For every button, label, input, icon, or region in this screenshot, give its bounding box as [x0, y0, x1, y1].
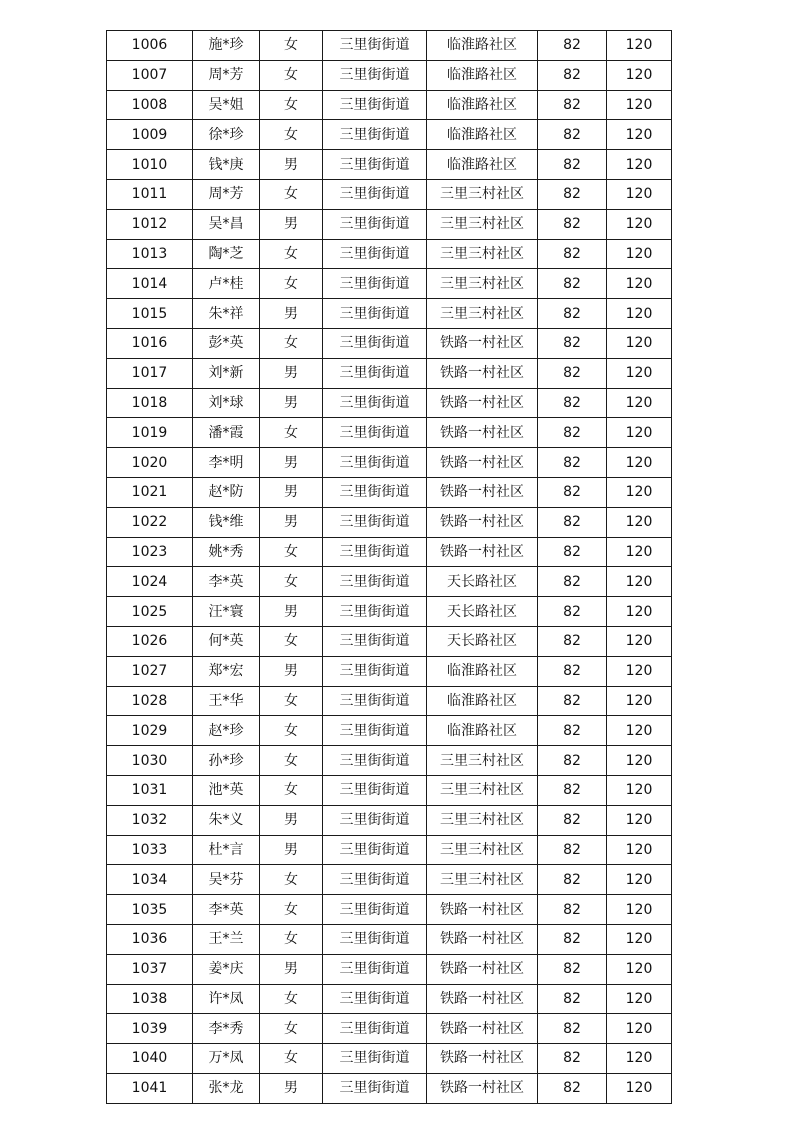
amount-cell: 120 [607, 239, 672, 269]
street-cell: 三里街街道 [323, 597, 427, 627]
id-cell: 1021 [107, 477, 193, 507]
table-row [107, 90, 672, 120]
gender-cell: 女 [260, 686, 323, 716]
community-cell: 铁路一村社区 [427, 328, 538, 358]
gender-cell: 女 [260, 895, 323, 925]
age-cell: 82 [538, 1014, 607, 1044]
id-cell: 1010 [107, 150, 193, 180]
gender-cell: 女 [260, 746, 323, 776]
table-row [107, 60, 672, 90]
age-cell: 82 [538, 567, 607, 597]
amount-cell: 120 [607, 895, 672, 925]
community-cell: 三里三村社区 [427, 835, 538, 865]
community-cell: 铁路一村社区 [427, 924, 538, 954]
amount-cell: 120 [607, 299, 672, 329]
name-cell: 吴*姐 [193, 90, 260, 120]
gender-cell: 女 [260, 90, 323, 120]
id-cell: 1028 [107, 686, 193, 716]
gender-cell: 女 [260, 567, 323, 597]
id-cell: 1041 [107, 1073, 193, 1103]
table-row [107, 537, 672, 567]
table-row [107, 150, 672, 180]
name-cell: 钱*维 [193, 507, 260, 537]
age-cell: 82 [538, 656, 607, 686]
name-cell: 池*英 [193, 775, 260, 805]
street-cell: 三里街街道 [323, 924, 427, 954]
amount-cell: 120 [607, 31, 672, 61]
age-cell: 82 [538, 477, 607, 507]
community-cell: 三里三村社区 [427, 775, 538, 805]
gender-cell: 女 [260, 418, 323, 448]
name-cell: 李*秀 [193, 1014, 260, 1044]
gender-cell: 女 [260, 716, 323, 746]
id-cell: 1016 [107, 328, 193, 358]
community-cell: 铁路一村社区 [427, 477, 538, 507]
street-cell: 三里街街道 [323, 209, 427, 239]
id-cell: 1037 [107, 954, 193, 984]
amount-cell: 120 [607, 954, 672, 984]
table-row [107, 597, 672, 627]
name-cell: 潘*霞 [193, 418, 260, 448]
table-row [107, 984, 672, 1014]
amount-cell: 120 [607, 120, 672, 150]
table-row [107, 31, 672, 61]
roster-table-body [107, 31, 672, 1104]
table-row [107, 179, 672, 209]
table-row [107, 388, 672, 418]
name-cell: 孙*珍 [193, 746, 260, 776]
gender-cell: 女 [260, 1044, 323, 1074]
community-cell: 铁路一村社区 [427, 358, 538, 388]
street-cell: 三里街街道 [323, 805, 427, 835]
community-cell: 铁路一村社区 [427, 954, 538, 984]
gender-cell: 男 [260, 358, 323, 388]
id-cell: 1038 [107, 984, 193, 1014]
community-cell: 临淮路社区 [427, 656, 538, 686]
street-cell: 三里街街道 [323, 507, 427, 537]
amount-cell: 120 [607, 567, 672, 597]
age-cell: 82 [538, 239, 607, 269]
amount-cell: 120 [607, 60, 672, 90]
table-row [107, 924, 672, 954]
gender-cell: 女 [260, 626, 323, 656]
id-cell: 1015 [107, 299, 193, 329]
community-cell: 临淮路社区 [427, 686, 538, 716]
id-cell: 1006 [107, 31, 193, 61]
street-cell: 三里街街道 [323, 120, 427, 150]
age-cell: 82 [538, 209, 607, 239]
id-cell: 1019 [107, 418, 193, 448]
id-cell: 1026 [107, 626, 193, 656]
name-cell: 施*珍 [193, 31, 260, 61]
table-row [107, 746, 672, 776]
table-row [107, 1044, 672, 1074]
age-cell: 82 [538, 626, 607, 656]
name-cell: 郑*宏 [193, 656, 260, 686]
community-cell: 三里三村社区 [427, 746, 538, 776]
id-cell: 1024 [107, 567, 193, 597]
amount-cell: 120 [607, 269, 672, 299]
amount-cell: 120 [607, 537, 672, 567]
age-cell: 82 [538, 537, 607, 567]
age-cell: 82 [538, 120, 607, 150]
street-cell: 三里街街道 [323, 477, 427, 507]
age-cell: 82 [538, 269, 607, 299]
age-cell: 82 [538, 150, 607, 180]
name-cell: 吴*芬 [193, 865, 260, 895]
gender-cell: 女 [260, 120, 323, 150]
id-cell: 1014 [107, 269, 193, 299]
age-cell: 82 [538, 448, 607, 478]
table-row [107, 865, 672, 895]
amount-cell: 120 [607, 328, 672, 358]
name-cell: 王*华 [193, 686, 260, 716]
age-cell: 82 [538, 865, 607, 895]
street-cell: 三里街街道 [323, 31, 427, 61]
community-cell: 临淮路社区 [427, 90, 538, 120]
street-cell: 三里街街道 [323, 1073, 427, 1103]
gender-cell: 女 [260, 60, 323, 90]
table-row [107, 626, 672, 656]
name-cell: 朱*义 [193, 805, 260, 835]
amount-cell: 120 [607, 656, 672, 686]
id-cell: 1012 [107, 209, 193, 239]
amount-cell: 120 [607, 775, 672, 805]
age-cell: 82 [538, 716, 607, 746]
table-row [107, 567, 672, 597]
community-cell: 天长路社区 [427, 597, 538, 627]
street-cell: 三里街街道 [323, 90, 427, 120]
table-row [107, 656, 672, 686]
id-cell: 1013 [107, 239, 193, 269]
name-cell: 朱*祥 [193, 299, 260, 329]
community-cell: 铁路一村社区 [427, 418, 538, 448]
amount-cell: 120 [607, 984, 672, 1014]
community-cell: 临淮路社区 [427, 150, 538, 180]
id-cell: 1030 [107, 746, 193, 776]
age-cell: 82 [538, 1073, 607, 1103]
age-cell: 82 [538, 686, 607, 716]
community-cell: 铁路一村社区 [427, 448, 538, 478]
street-cell: 三里街街道 [323, 269, 427, 299]
id-cell: 1020 [107, 448, 193, 478]
gender-cell: 男 [260, 477, 323, 507]
amount-cell: 120 [607, 865, 672, 895]
table-row [107, 299, 672, 329]
amount-cell: 120 [607, 477, 672, 507]
id-cell: 1009 [107, 120, 193, 150]
age-cell: 82 [538, 775, 607, 805]
community-cell: 三里三村社区 [427, 209, 538, 239]
amount-cell: 120 [607, 90, 672, 120]
age-cell: 82 [538, 328, 607, 358]
name-cell: 刘*新 [193, 358, 260, 388]
amount-cell: 120 [607, 209, 672, 239]
name-cell: 周*芳 [193, 60, 260, 90]
community-cell: 铁路一村社区 [427, 1044, 538, 1074]
street-cell: 三里街街道 [323, 239, 427, 269]
gender-cell: 男 [260, 656, 323, 686]
age-cell: 82 [538, 358, 607, 388]
gender-cell: 女 [260, 328, 323, 358]
table-row [107, 328, 672, 358]
community-cell: 铁路一村社区 [427, 1014, 538, 1044]
amount-cell: 120 [607, 1073, 672, 1103]
amount-cell: 120 [607, 716, 672, 746]
street-cell: 三里街街道 [323, 984, 427, 1014]
name-cell: 彭*英 [193, 328, 260, 358]
street-cell: 三里街街道 [323, 716, 427, 746]
gender-cell: 男 [260, 954, 323, 984]
id-cell: 1027 [107, 656, 193, 686]
id-cell: 1040 [107, 1044, 193, 1074]
age-cell: 82 [538, 924, 607, 954]
amount-cell: 120 [607, 805, 672, 835]
table-row [107, 835, 672, 865]
id-cell: 1032 [107, 805, 193, 835]
age-cell: 82 [538, 418, 607, 448]
table-row [107, 239, 672, 269]
gender-cell: 女 [260, 239, 323, 269]
street-cell: 三里街街道 [323, 1014, 427, 1044]
id-cell: 1011 [107, 179, 193, 209]
gender-cell: 男 [260, 299, 323, 329]
community-cell: 三里三村社区 [427, 179, 538, 209]
name-cell: 李*英 [193, 895, 260, 925]
name-cell: 王*兰 [193, 924, 260, 954]
age-cell: 82 [538, 299, 607, 329]
age-cell: 82 [538, 31, 607, 61]
gender-cell: 男 [260, 150, 323, 180]
street-cell: 三里街街道 [323, 895, 427, 925]
name-cell: 许*凤 [193, 984, 260, 1014]
id-cell: 1018 [107, 388, 193, 418]
name-cell: 万*凤 [193, 1044, 260, 1074]
age-cell: 82 [538, 746, 607, 776]
table-row [107, 1073, 672, 1103]
community-cell: 铁路一村社区 [427, 537, 538, 567]
amount-cell: 120 [607, 924, 672, 954]
name-cell: 钱*庚 [193, 150, 260, 180]
id-cell: 1022 [107, 507, 193, 537]
street-cell: 三里街街道 [323, 358, 427, 388]
community-cell: 铁路一村社区 [427, 984, 538, 1014]
name-cell: 刘*球 [193, 388, 260, 418]
street-cell: 三里街街道 [323, 567, 427, 597]
age-cell: 82 [538, 507, 607, 537]
id-cell: 1039 [107, 1014, 193, 1044]
name-cell: 赵*珍 [193, 716, 260, 746]
name-cell: 汪*寰 [193, 597, 260, 627]
amount-cell: 120 [607, 835, 672, 865]
name-cell: 姚*秀 [193, 537, 260, 567]
name-cell: 何*英 [193, 626, 260, 656]
community-cell: 临淮路社区 [427, 120, 538, 150]
gender-cell: 女 [260, 537, 323, 567]
age-cell: 82 [538, 1044, 607, 1074]
gender-cell: 男 [260, 597, 323, 627]
age-cell: 82 [538, 954, 607, 984]
table-row [107, 269, 672, 299]
id-cell: 1008 [107, 90, 193, 120]
community-cell: 铁路一村社区 [427, 507, 538, 537]
street-cell: 三里街街道 [323, 626, 427, 656]
street-cell: 三里街街道 [323, 388, 427, 418]
amount-cell: 120 [607, 686, 672, 716]
table-row [107, 120, 672, 150]
age-cell: 82 [538, 805, 607, 835]
name-cell: 吴*昌 [193, 209, 260, 239]
age-cell: 82 [538, 179, 607, 209]
amount-cell: 120 [607, 150, 672, 180]
community-cell: 临淮路社区 [427, 31, 538, 61]
amount-cell: 120 [607, 448, 672, 478]
street-cell: 三里街街道 [323, 865, 427, 895]
street-cell: 三里街街道 [323, 448, 427, 478]
name-cell: 杜*言 [193, 835, 260, 865]
gender-cell: 男 [260, 835, 323, 865]
gender-cell: 女 [260, 269, 323, 299]
age-cell: 82 [538, 60, 607, 90]
amount-cell: 120 [607, 1044, 672, 1074]
street-cell: 三里街街道 [323, 150, 427, 180]
age-cell: 82 [538, 835, 607, 865]
community-cell: 三里三村社区 [427, 239, 538, 269]
street-cell: 三里街街道 [323, 954, 427, 984]
name-cell: 陶*芝 [193, 239, 260, 269]
community-cell: 天长路社区 [427, 626, 538, 656]
id-cell: 1034 [107, 865, 193, 895]
amount-cell: 120 [607, 179, 672, 209]
name-cell: 徐*珍 [193, 120, 260, 150]
street-cell: 三里街街道 [323, 835, 427, 865]
table-row [107, 209, 672, 239]
age-cell: 82 [538, 895, 607, 925]
gender-cell: 女 [260, 775, 323, 805]
gender-cell: 女 [260, 984, 323, 1014]
street-cell: 三里街街道 [323, 418, 427, 448]
amount-cell: 120 [607, 597, 672, 627]
amount-cell: 120 [607, 1014, 672, 1044]
table-row [107, 448, 672, 478]
name-cell: 李*明 [193, 448, 260, 478]
gender-cell: 男 [260, 1073, 323, 1103]
name-cell: 赵*防 [193, 477, 260, 507]
community-cell: 三里三村社区 [427, 805, 538, 835]
id-cell: 1035 [107, 895, 193, 925]
id-cell: 1023 [107, 537, 193, 567]
community-cell: 三里三村社区 [427, 299, 538, 329]
gender-cell: 女 [260, 179, 323, 209]
community-cell: 临淮路社区 [427, 60, 538, 90]
amount-cell: 120 [607, 388, 672, 418]
community-cell: 天长路社区 [427, 567, 538, 597]
amount-cell: 120 [607, 626, 672, 656]
amount-cell: 120 [607, 358, 672, 388]
id-cell: 1007 [107, 60, 193, 90]
name-cell: 姜*庆 [193, 954, 260, 984]
gender-cell: 女 [260, 865, 323, 895]
gender-cell: 男 [260, 507, 323, 537]
id-cell: 1029 [107, 716, 193, 746]
name-cell: 李*英 [193, 567, 260, 597]
roster-table [106, 30, 672, 1104]
name-cell: 张*龙 [193, 1073, 260, 1103]
gender-cell: 女 [260, 1014, 323, 1044]
table-row [107, 477, 672, 507]
age-cell: 82 [538, 984, 607, 1014]
gender-cell: 男 [260, 448, 323, 478]
amount-cell: 120 [607, 746, 672, 776]
name-cell: 卢*桂 [193, 269, 260, 299]
table-row [107, 358, 672, 388]
street-cell: 三里街街道 [323, 775, 427, 805]
table-row [107, 1014, 672, 1044]
id-cell: 1025 [107, 597, 193, 627]
id-cell: 1031 [107, 775, 193, 805]
table-row [107, 895, 672, 925]
table-row [107, 686, 672, 716]
name-cell: 周*芳 [193, 179, 260, 209]
id-cell: 1033 [107, 835, 193, 865]
street-cell: 三里街街道 [323, 299, 427, 329]
street-cell: 三里街街道 [323, 656, 427, 686]
community-cell: 铁路一村社区 [427, 895, 538, 925]
table-row [107, 954, 672, 984]
table-row [107, 716, 672, 746]
street-cell: 三里街街道 [323, 1044, 427, 1074]
community-cell: 三里三村社区 [427, 269, 538, 299]
street-cell: 三里街街道 [323, 179, 427, 209]
amount-cell: 120 [607, 507, 672, 537]
gender-cell: 女 [260, 31, 323, 61]
table-row [107, 805, 672, 835]
street-cell: 三里街街道 [323, 746, 427, 776]
gender-cell: 女 [260, 924, 323, 954]
street-cell: 三里街街道 [323, 537, 427, 567]
table-row [107, 775, 672, 805]
street-cell: 三里街街道 [323, 60, 427, 90]
community-cell: 铁路一村社区 [427, 1073, 538, 1103]
age-cell: 82 [538, 388, 607, 418]
street-cell: 三里街街道 [323, 328, 427, 358]
gender-cell: 男 [260, 388, 323, 418]
table-row [107, 418, 672, 448]
age-cell: 82 [538, 90, 607, 120]
community-cell: 三里三村社区 [427, 865, 538, 895]
id-cell: 1017 [107, 358, 193, 388]
gender-cell: 男 [260, 805, 323, 835]
gender-cell: 男 [260, 209, 323, 239]
street-cell: 三里街街道 [323, 686, 427, 716]
table-row [107, 507, 672, 537]
age-cell: 82 [538, 597, 607, 627]
community-cell: 临淮路社区 [427, 716, 538, 746]
community-cell: 铁路一村社区 [427, 388, 538, 418]
id-cell: 1036 [107, 924, 193, 954]
amount-cell: 120 [607, 418, 672, 448]
